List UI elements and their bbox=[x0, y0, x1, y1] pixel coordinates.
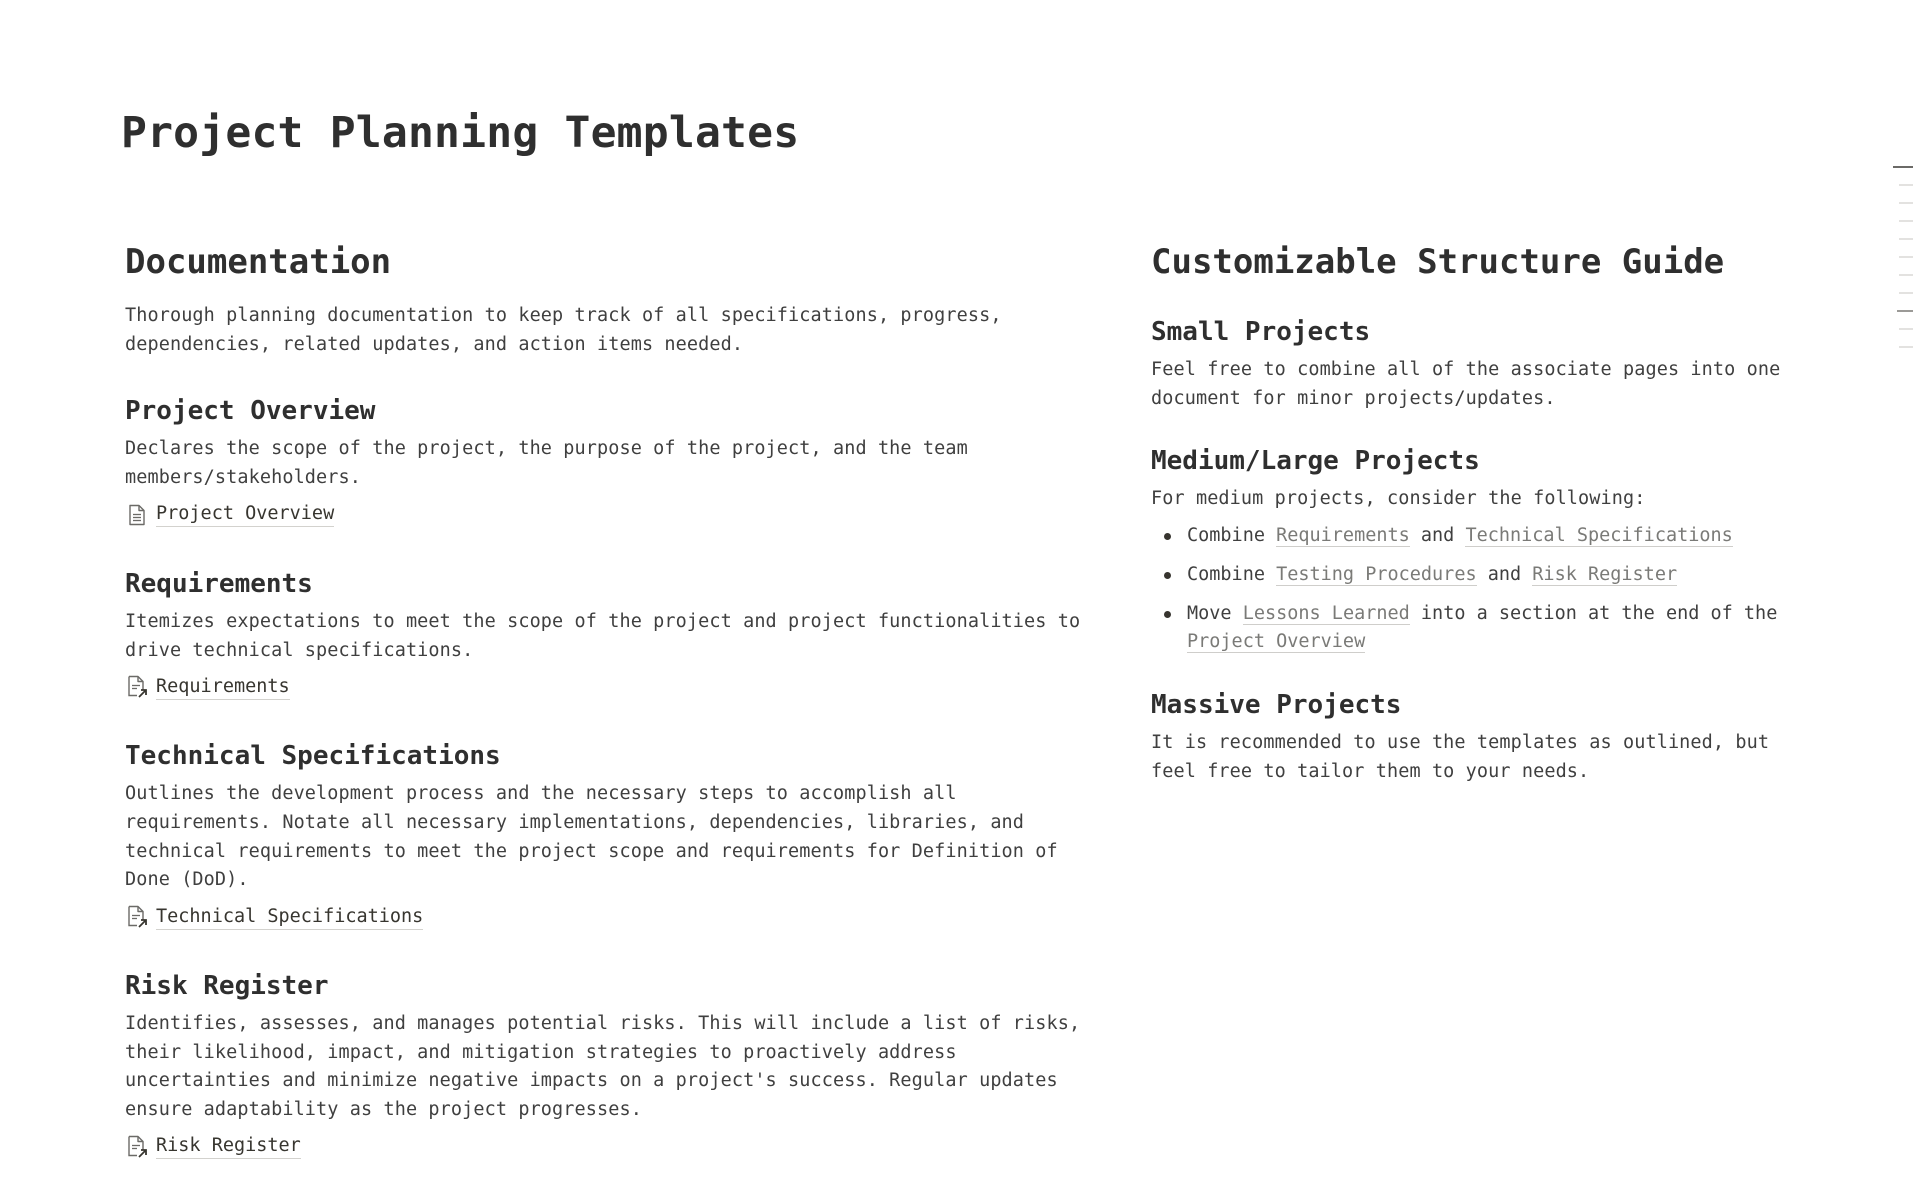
page-link-label[interactable]: Project Overview bbox=[156, 502, 334, 527]
section-requirements bbox=[125, 566, 1095, 702]
toc-line[interactable] bbox=[1899, 346, 1913, 348]
section-description: Feel free to combine all of the associate pages into one document for minor projects/updates. bbox=[1151, 359, 1781, 409]
list-item bbox=[1151, 522, 1821, 551]
toc-line[interactable] bbox=[1899, 292, 1913, 294]
documentation-column bbox=[125, 240, 1095, 1198]
section-description: For medium projects, consider the following: bbox=[1151, 488, 1646, 510]
section-description: Declares the scope of the project, the purpose of the project, and the team members/stakeholders. bbox=[125, 438, 968, 489]
documentation-intro: Thorough planning documentation to keep track of all specifications, progress, dependencies, related updates, and action items needed. bbox=[125, 305, 1002, 355]
toc-line[interactable] bbox=[1899, 184, 1913, 186]
table-of-contents-minimap[interactable] bbox=[1893, 166, 1915, 364]
section-small-projects bbox=[1151, 314, 1821, 413]
section-description: Identifies, assesses, and manages potential risks. This will include a list of risks, their likelihood, impact, and mitigation strategies to proactively address uncertainties and minimize negative impacts on a project's success. Regular updates ensure adaptability as the project progresses. bbox=[125, 1013, 1081, 1121]
link-risk-register[interactable]: Risk Register bbox=[1532, 563, 1678, 585]
bullet-text: and bbox=[1476, 563, 1533, 585]
page-link-technical-specifications[interactable] bbox=[125, 902, 1095, 932]
link-technical-specifications[interactable]: Technical Specifications bbox=[1465, 525, 1733, 547]
bullet-text: Combine bbox=[1187, 563, 1277, 585]
bullet-list bbox=[1151, 522, 1821, 657]
section-project-overview bbox=[125, 393, 1095, 529]
section-heading: Risk Register bbox=[125, 971, 329, 1002]
toc-line[interactable] bbox=[1899, 220, 1913, 222]
page-link-label[interactable]: Technical Specifications bbox=[156, 905, 423, 930]
link-lessons-learned[interactable]: Lessons Learned bbox=[1242, 602, 1410, 624]
page-link-requirements[interactable] bbox=[125, 672, 1095, 702]
bullet-text: Combine bbox=[1187, 525, 1277, 547]
guide-heading: Customizable Structure Guide bbox=[1151, 242, 1725, 282]
list-item bbox=[1151, 561, 1821, 590]
linked-page-icon bbox=[125, 904, 149, 930]
toc-line[interactable] bbox=[1899, 328, 1913, 330]
toc-line[interactable] bbox=[1893, 166, 1913, 168]
toc-line[interactable] bbox=[1899, 238, 1913, 240]
toc-line[interactable] bbox=[1899, 256, 1913, 258]
section-medium-large-projects bbox=[1151, 443, 1821, 657]
page-link-label[interactable]: Risk Register bbox=[156, 1134, 301, 1159]
toc-line[interactable] bbox=[1899, 202, 1913, 204]
toc-line[interactable] bbox=[1899, 274, 1913, 276]
section-heading: Project Overview bbox=[125, 396, 376, 427]
page-link-label[interactable]: Requirements bbox=[156, 675, 290, 700]
bullet-dot bbox=[1164, 572, 1171, 579]
section-description: It is recommended to use the templates as outlined, but feel free to tailor them to your needs. bbox=[1151, 731, 1770, 782]
documentation-heading: Documentation bbox=[125, 242, 392, 282]
bullet-dot bbox=[1164, 533, 1171, 540]
bullet-text: into a section at the end of the bbox=[1409, 602, 1778, 624]
section-heading: Massive Projects bbox=[1151, 689, 1402, 720]
page-link-risk-register[interactable] bbox=[125, 1132, 1095, 1162]
section-technical-specifications bbox=[125, 738, 1095, 932]
section-massive-projects bbox=[1151, 687, 1821, 786]
linked-page-icon bbox=[125, 674, 149, 700]
bullet-text: Move bbox=[1187, 602, 1243, 624]
link-testing-procedures[interactable]: Testing Procedures bbox=[1276, 563, 1477, 585]
toc-line[interactable] bbox=[1897, 310, 1913, 312]
page-title: Project Planning Templates bbox=[121, 108, 800, 158]
bullet-text: and bbox=[1409, 525, 1466, 547]
section-heading: Small Projects bbox=[1151, 317, 1371, 347]
link-project-overview[interactable]: Project Overview bbox=[1187, 631, 1366, 653]
page-link-project-overview[interactable] bbox=[125, 500, 1095, 530]
bullet-dot bbox=[1164, 611, 1171, 618]
link-requirements[interactable]: Requirements bbox=[1276, 525, 1410, 547]
section-heading: Technical Specifications bbox=[125, 741, 501, 772]
section-risk-register bbox=[125, 968, 1095, 1162]
section-description: Itemizes expectations to meet the scope of the project and project functionalities to drive technical specifications. bbox=[125, 610, 1081, 661]
section-heading: Medium/Large Projects bbox=[1151, 446, 1480, 477]
linked-page-icon bbox=[125, 1134, 149, 1160]
page-icon bbox=[125, 502, 149, 528]
section-description: Outlines the development process and the necessary steps to accomplish all requirements. Notate all necessary implementations, dependencies, libraries, and technical requirements to meet the project scope and requirements for Definition of Done (DoD). bbox=[125, 783, 1058, 891]
guide-column bbox=[1151, 240, 1821, 816]
documentation-intro-block bbox=[125, 240, 1095, 359]
list-item bbox=[1151, 600, 1821, 657]
section-heading: Requirements bbox=[125, 568, 313, 599]
